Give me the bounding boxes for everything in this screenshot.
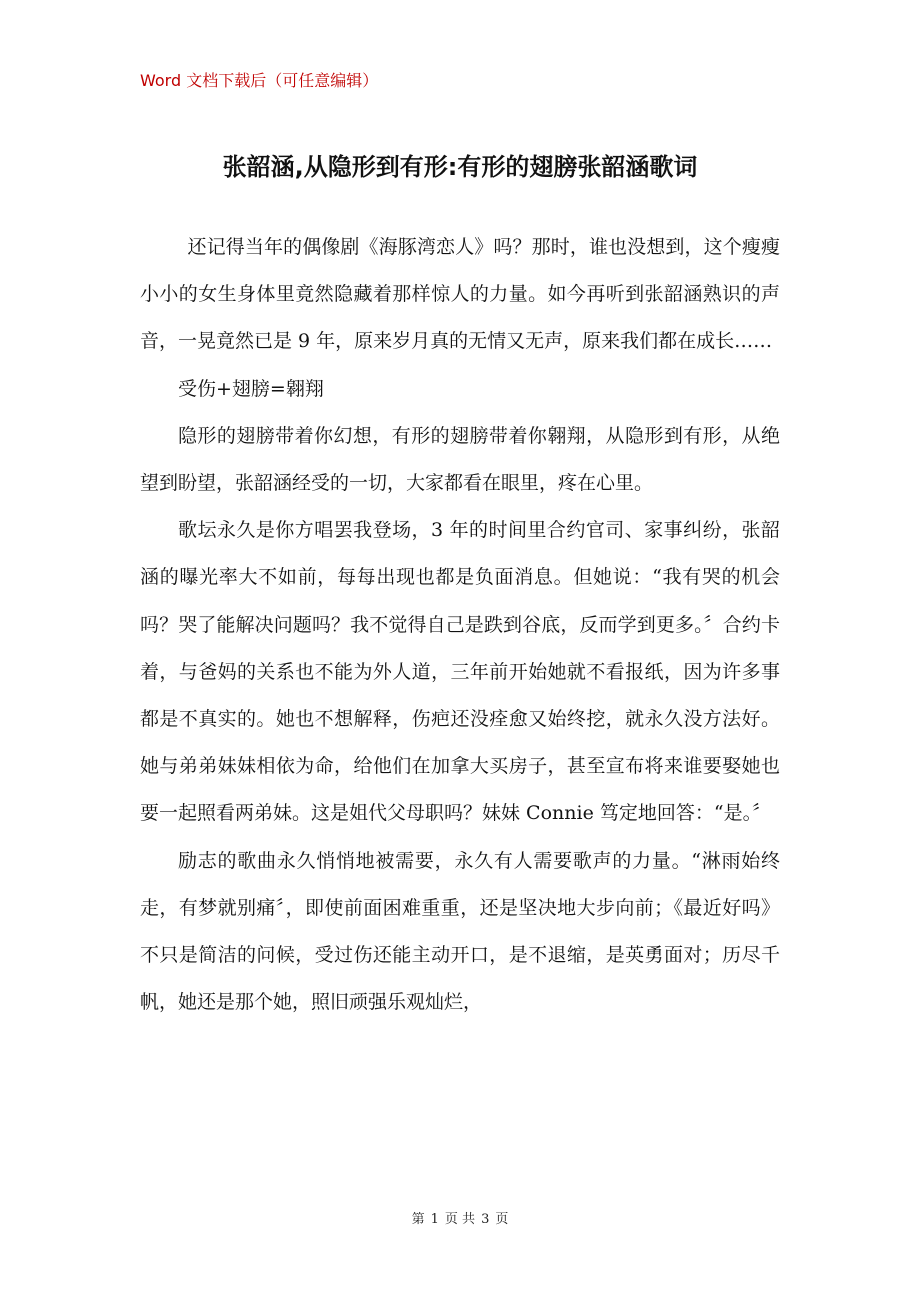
footer-current-page: 1 bbox=[430, 1212, 439, 1227]
paragraph-wings: 隐形的翅膀带着你幻想，有形的翅膀带着你翱翔，从隐形到有形，从绝望到盼望，张韶涵经受的一切，大家都看在眼里，疼在心里。 bbox=[140, 424, 780, 495]
page-title: 张韶涵,从隐形到有形:有形的翅膀张韶涵歌词 bbox=[222, 153, 698, 181]
paragraph-intro: 还记得当年的偶像剧《海豚湾恋人》吗？那时，谁也没想到，这个瘦瘦小小的女生身体里竟然隐藏着那样惊人的力量。如今再听到张韶涵熟识的声音，一晃竟然已是 9 年，原来岁月真的无情又无声，原来我们都在成长…… bbox=[140, 236, 780, 353]
page-footer bbox=[0, 1208, 920, 1227]
paragraph-career: 歌坛永久是你方唱罢我登场，3 年的时间里合约官司、家事纠纷，张韶涵的曝光率大不如前，每每出现也都是负面消息。但她说：“我有哭的机会吗？哭了能解决问题吗？我不觉得自己是跌到谷底，反而学到更多。〞合约卡着，与爸妈的关系也不能为外人道，三年前开始她就不看报纸，因为许多事都是不真实的。她也不想解释，伤疤还没痊愈又始终挖，就永久没方法好。她与弟弟妹妹相依为命，给他们在加拿大买房子，甚至宣布将来谁要娶她也要一起照看两弟妹。这是姐代父母职吗？妹妹 Connie 笃定地回答：“是。〞 bbox=[140, 519, 780, 825]
paragraph-subheading: 受伤+翅膀=翱翔 bbox=[178, 377, 324, 400]
article-body bbox=[140, 224, 780, 1026]
download-note: Word 文档下载后（可任意编辑） bbox=[140, 71, 379, 90]
footer-middle: 页 共 bbox=[444, 1212, 476, 1227]
footer-prefix: 第 bbox=[411, 1212, 425, 1227]
paragraph-songs: 励志的歌曲永久悄悄地被需要，永久有人需要歌声的力量。“淋雨始终走，有梦就别痛〞，即使前面困难重重，还是坚决地大步向前；《最近好吗》不只是简洁的问候，受过伤还能主动开口，是不退缩，是英勇面对；历尽千帆，她还是那个她，照旧顽强乐观灿烂， bbox=[140, 849, 780, 1014]
footer-total-pages: 3 bbox=[481, 1212, 490, 1227]
footer-suffix: 页 bbox=[495, 1212, 509, 1227]
